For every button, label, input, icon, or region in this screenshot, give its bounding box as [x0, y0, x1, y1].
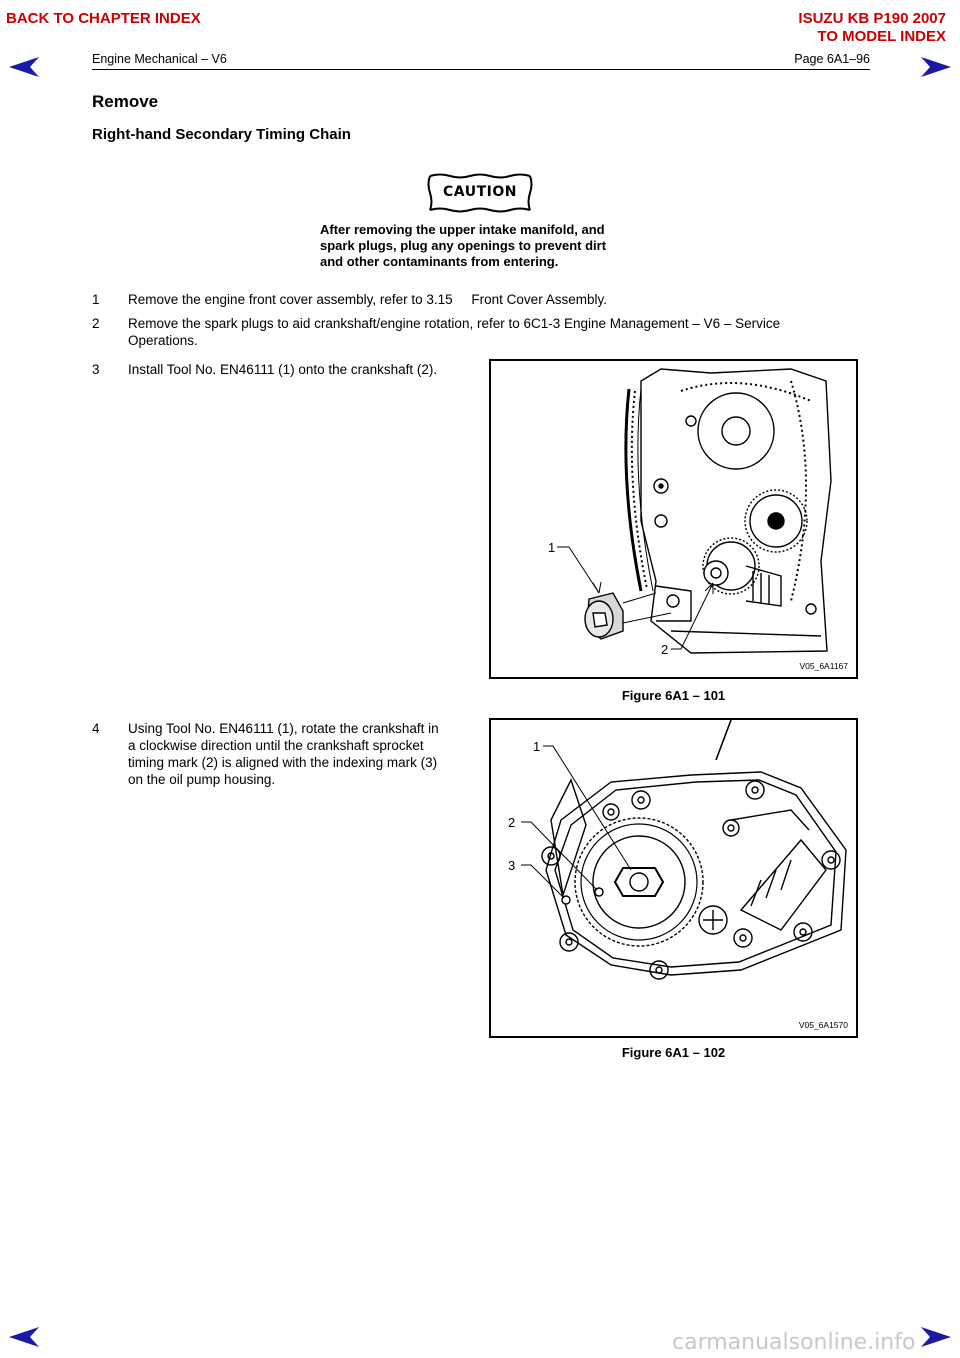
step-text: Remove the spark plugs to aid crankshaft/engine rotation, refer to 6C1-3 Engine Management – V6 – Service: [128, 316, 781, 331]
caution-badge: [426, 172, 534, 214]
step-1: [92, 291, 872, 309]
figure-101-caption: Figure 6A1 – 101: [621, 688, 726, 703]
figure-102-caption: Figure 6A1 – 102: [621, 1045, 726, 1060]
step-text: Using Tool No. EN46111 (1), rotate the crankshaft in: [128, 721, 439, 736]
caution-line: spark plugs, plug any openings to prevent dirt: [320, 238, 607, 253]
watermark: carmanualsonline.info: [672, 1330, 916, 1355]
step-text: Operations.: [128, 333, 198, 348]
step-number: 1: [92, 292, 100, 307]
model-title-link[interactable]: ISUZU KB P190 2007: [798, 10, 946, 27]
step-number: 2: [92, 316, 100, 331]
previous-page-arrow-icon[interactable]: [8, 56, 40, 78]
caution-message: [320, 222, 606, 270]
step-number: 4: [92, 721, 100, 736]
step-text: timing mark (2) is aligned with the indexing mark (3): [128, 755, 438, 770]
step-4: [92, 720, 472, 790]
to-model-index-link[interactable]: TO MODEL INDEX: [817, 28, 946, 45]
oil-pump-illustration: [491, 720, 856, 1036]
previous-page-arrow-bottom-icon[interactable]: [8, 1326, 40, 1348]
step-3: [92, 361, 472, 379]
header-rule: [92, 69, 870, 70]
caution-line: After removing the upper intake manifold, and: [320, 222, 605, 237]
figure-id: V05_6A1167: [799, 661, 848, 671]
callout-2: 2: [508, 815, 516, 830]
callout-1: 1: [533, 739, 541, 754]
section-title: Remove: [92, 92, 159, 111]
figure-101-crankshaft-tool: [489, 359, 858, 679]
caution-line: and other contaminants from entering.: [320, 254, 559, 269]
figure-id: V05_6A1570: [798, 1020, 848, 1030]
subsection-title: Right-hand Secondary Timing Chain: [92, 126, 351, 143]
step-number: 3: [92, 362, 100, 377]
step-text: on the oil pump housing.: [128, 772, 276, 787]
next-page-arrow-bottom-icon[interactable]: [920, 1326, 952, 1348]
engine-front-illustration: [491, 361, 856, 677]
header-page-number: Page 6A1–96: [794, 52, 870, 66]
caution-label: CAUTION: [443, 184, 517, 200]
step-2: [92, 315, 872, 351]
step-text: a clockwise direction until the crankshaft sprocket: [128, 738, 424, 753]
step-text: Install Tool No. EN46111 (1) onto the crankshaft (2).: [128, 362, 438, 377]
step-text: Remove the engine front cover assembly, refer to 3.15 Front Cover Assembly.: [128, 292, 607, 307]
next-page-arrow-icon[interactable]: [920, 56, 952, 78]
callout-2: 2: [661, 642, 669, 657]
back-to-chapter-index-link[interactable]: BACK TO CHAPTER INDEX: [6, 10, 201, 27]
figure-102-oil-pump-timing-mark: [489, 718, 858, 1038]
header-chapter-title: Engine Mechanical – V6: [92, 52, 227, 66]
callout-1: 1: [548, 540, 556, 555]
callout-3: 3: [508, 858, 516, 873]
